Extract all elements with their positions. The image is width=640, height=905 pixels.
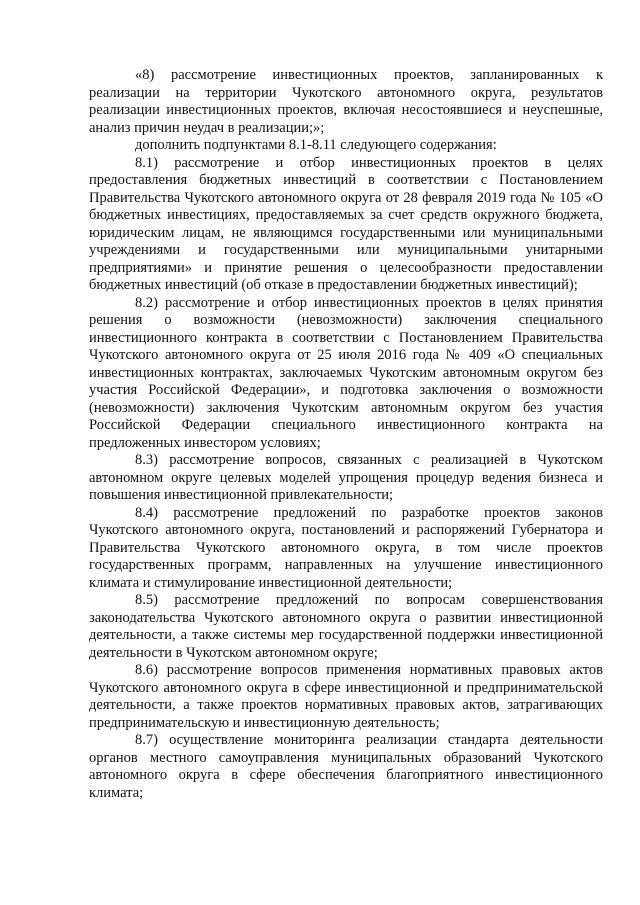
- paragraph-item-8-4: 8.4) рассмотрение предложений по разработке проектов законов Чукотского автономного округа, постановлений и распоряжений Губернатора и Правительства Чукотского автономного округа, в том числе проектов государственных программ, направленных на улучшение инвестиционного климата и стимулирование инвестиционной деятельности;: [89, 504, 603, 591]
- paragraph-item-8-1: 8.1) рассмотрение и отбор инвестиционных проектов в целях предоставления бюджетных инвестиций в соответствии с Постановлением Правительства Чукотского автономного округа от 28 февраля 2019 года № 105 «О бюджетных инвестициях, предоставляемых за счет средств окружного бюджета, юридическим лицам, не являющимся государственными или муниципальными учреждениями и государственными или муниципальными унитарными предприятиями» и принятие решения о целесообразности предоставлении бюджетных инвестиций (об отказе в предоставлении бюджетных инвестиций);: [89, 154, 603, 293]
- document-body: [89, 67, 603, 802]
- paragraph-item-8-2: 8.2) рассмотрение и отбор инвестиционных проектов в целях принятия решения о возможности (невозможности) заключения специального инвестиционного контракта в соответствии с Постановлением Правительства Чукотского автономного округа от 25 июля 2016 года № 409 «О специальных инвестиционных контрактах, заключаемых Чукотским автономным округом без участия Российской Федерации», и подготовка заключения о возможности (невозможности) заключения Чукотским автономным округом без участия Российской Федерации специального инвестиционного контракта на предложенных инвестором условиях;: [89, 294, 603, 451]
- paragraph-item-8-5: 8.5) рассмотрение предложений по вопросам совершенствования законодательства Чукотского автономного округа о развитии инвестиционной деятельности, а также системы мер государственной поддержки инвестиционной деятельности в Чукотском автономном округе;: [89, 592, 603, 661]
- paragraph-amendment-intro: дополнить подпунктами 8.1-8.11 следующего содержания:: [135, 137, 497, 153]
- paragraph-item-8-7: 8.7) осуществление мониторинга реализации стандарта деятельности органов местного самоуправления муниципальных образований Чукотского автономного округа в сфере обеспечения благоприятного инвестиционного климата;: [89, 732, 603, 801]
- paragraph-item-8-3: 8.3) рассмотрение вопросов, связанных с реализацией в Чукотском автономном округе целевых моделей упрощения процедур ведения бизнеса и повышения инвестиционной привлекательности;: [89, 452, 603, 503]
- paragraph-item-8-6: 8.6) рассмотрение вопросов применения нормативных правовых актов Чукотского автономного округа в сфере инвестиционной и предпринимательской деятельности, а также проектов нормативных правовых актов, затрагивающих предпринимательскую и инвестиционную деятельность;: [89, 662, 603, 731]
- paragraph-item-8: «8) рассмотрение инвестиционных проектов, запланированных к реализации на территории Чукотского автономного округа, результатов реализации инвестиционных проектов, включая несостоявшиеся и неуспешные, анализ причин неудач в реализации;»;: [89, 67, 603, 136]
